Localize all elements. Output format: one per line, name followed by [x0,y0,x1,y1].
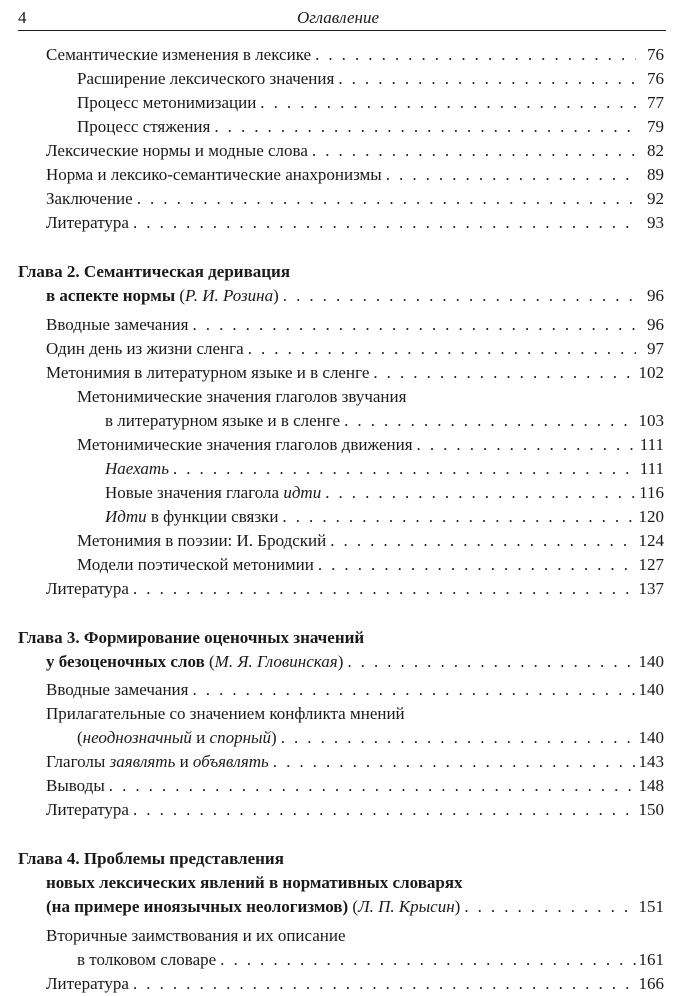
toc-entry[interactable]: Глаголы заявлять и объявлять . . . 143 [46,749,664,773]
toc-entry[interactable]: в литературном языке и в сленге . . . 103 [105,408,664,432]
chapter-4-title: Глава 4. Проблемы представления [18,849,284,868]
toc-entry[interactable]: Литература . . . 137 [46,576,664,600]
chapter-2-entry[interactable]: в аспекте нормы (Р. И. Розина) . . . 96 [46,283,664,307]
chapter-3-author: М. Я. Гловинская [214,652,338,671]
chapter-2-author: Р. И. Розина [185,286,274,305]
toc-entry[interactable]: Литература . . . 166 [46,971,664,995]
chapter-3-entry[interactable]: у безоценочных слов (М. Я. Гловинская) . . . 140 [46,649,664,673]
toc-entry[interactable]: Процесс стяжения . . . 79 [77,114,664,138]
header-rule [18,30,666,31]
toc-entry[interactable]: Расширение лексического значения . . . 76 [77,66,664,90]
chapter-4-entry[interactable]: (на примере иноязычных неологизмов) (Л. П. Крысин) . . . 151 [46,894,664,918]
toc-entry[interactable]: Новые значения глагола идти . . . 116 [105,480,664,504]
toc-entry[interactable]: Литература . . . 93 [46,210,664,234]
chapter-4-title-line2: новых лексических явлений в нормативных словарях [46,873,463,892]
toc-entry[interactable]: Семантические изменения в лексике . . . 76 [46,42,664,66]
toc-entry[interactable]: (неоднозначный и спорный) . . . 140 [77,725,664,749]
toc-entry[interactable]: Норма и лексико-семантические анахронизмы . . . 89 [46,162,664,186]
toc-entry-line1: Метонимические значения глаголов звучания [77,387,407,406]
chapter-4-author: Л. П. Крысин [358,897,455,916]
chapter-2-title: Глава 2. Семантическая деривация [18,262,291,281]
toc-entry-line1: Прилагательные со значением конфликта мнений [46,704,405,723]
toc-entry[interactable]: в толковом словаре . . . 161 [77,947,664,971]
toc-entry[interactable]: Наехать . . . 111 [105,456,664,480]
page-header [0,8,676,32]
toc-entry[interactable]: Вводные замечания . . . 140 [46,677,664,701]
toc-entry-line1: Вторичные заимствования и их описание [46,926,346,945]
toc-entry[interactable]: Лексические нормы и модные слова . . . 82 [46,138,664,162]
toc-entry[interactable]: Идти в функции связки . . . 120 [105,504,664,528]
toc-entry[interactable]: Модели поэтической метонимии . . . 127 [77,552,664,576]
toc-entry[interactable]: Выводы . . . 148 [46,773,664,797]
toc-entry[interactable]: Метонимические значения глаголов движения . . . 111 [77,432,664,456]
toc-entry[interactable]: Вводные замечания . . . 96 [46,312,664,336]
toc-entry[interactable]: Литература . . . 150 [46,797,664,821]
chapter-3-title: Глава 3. Формирование оценочных значений [18,628,365,647]
toc-entry[interactable]: Заключение . . . 92 [46,186,664,210]
toc-entry[interactable]: Процесс метонимизации . . . 77 [77,90,664,114]
toc-entry[interactable]: Метонимия в литературном языке и в сленге . . . 102 [46,360,664,384]
running-title: Оглавление [296,8,380,27]
page-number: 4 [18,8,27,27]
toc-entry[interactable]: Метонимия в поэзии: И. Бродский . . . 124 [77,528,664,552]
toc-entry[interactable]: Один день из жизни сленга . . . 97 [46,336,664,360]
